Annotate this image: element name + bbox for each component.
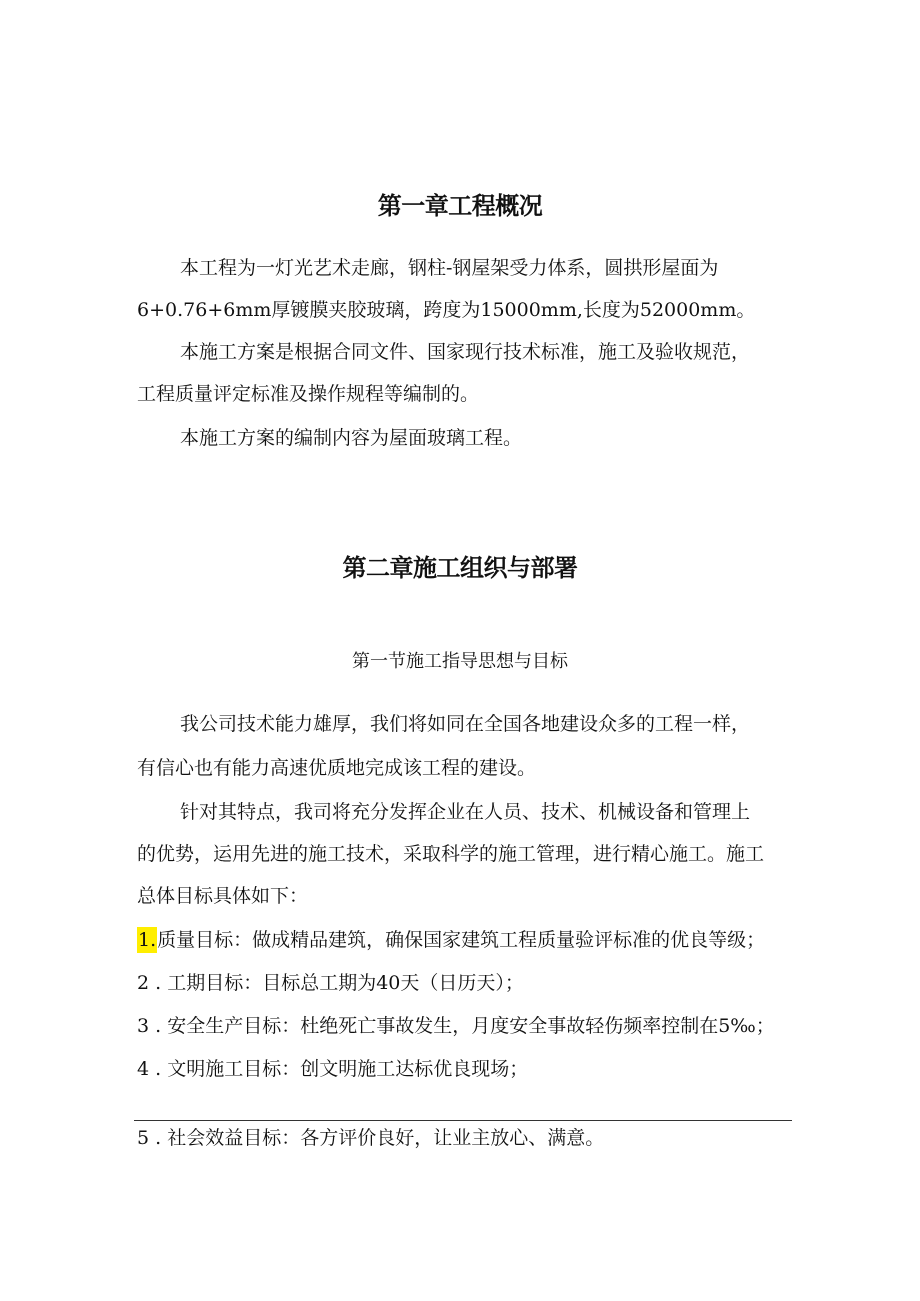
goal-3-number: 3 . bbox=[137, 1015, 162, 1037]
chapter-2-paragraph-2-line-1: 针对其特点，我司将充分发挥企业在人员、技术、机械设备和管理上 bbox=[180, 801, 751, 823]
goal-4-number: 4 . bbox=[137, 1058, 162, 1080]
goal-2-text: 工期目标：目标总工期为40天（日历天）； bbox=[167, 972, 524, 994]
goal-item-4 bbox=[137, 1057, 528, 1081]
goal-item-3 bbox=[137, 1014, 775, 1038]
chapter-2-paragraph-2-line-3: 总体目标具体如下： bbox=[137, 885, 309, 907]
goal-item-2 bbox=[137, 971, 524, 995]
goal-1-text: 质量目标：做成精品建筑，确保国家建筑工程质量验评标准的优良等级； bbox=[157, 929, 766, 951]
section-1-title: 第一节施工指导思想与目标 bbox=[352, 651, 568, 672]
chapter-2-paragraph-1-line-2: 有信心也有能力高速优质地完成该工程的建设。 bbox=[137, 757, 537, 779]
goal-item-1 bbox=[137, 928, 765, 952]
goal-1-number-highlight: 1. bbox=[138, 929, 157, 951]
chapter-2-title: 第二章施工组织与部署 bbox=[342, 554, 578, 582]
goal-5-number: 5 . bbox=[137, 1127, 162, 1149]
chapter-1-paragraph-1-line-1: 本工程为一灯光艺术走廊，钢柱-钢屋架受力体系，圆拱形屋面为 bbox=[180, 257, 719, 279]
chapter-1-paragraph-2-line-1: 本施工方案是根据合同文件、国家现行技术标准，施工及验收规范， bbox=[180, 341, 751, 363]
chapter-1-paragraph-3-line-1: 本施工方案的编制内容为屋面玻璃工程。 bbox=[180, 427, 523, 449]
goal-5-text: 社会效益目标：各方评价良好，让业主放心、满意。 bbox=[167, 1127, 605, 1149]
goal-item-5 bbox=[137, 1126, 604, 1150]
goal-2-number: 2 . bbox=[137, 972, 162, 994]
goal-4-text: 文明施工目标：创文明施工达标优良现场； bbox=[167, 1058, 529, 1080]
chapter-1-title: 第一章工程概况 bbox=[377, 192, 543, 220]
chapter-2-paragraph-2-line-2: 的优势，运用先进的施工技术，采取科学的施工管理，进行精心施工。施工 bbox=[137, 843, 765, 865]
chapter-1-paragraph-2-line-2: 工程质量评定标准及操作规程等编制的。 bbox=[137, 383, 480, 405]
horizontal-divider bbox=[134, 1120, 792, 1121]
chapter-1-paragraph-1-line-2: 6+0.76+6mm厚镀膜夹胶玻璃，跨度为15000mm,长度为52000mm。 bbox=[137, 299, 756, 321]
goal-3-text: 安全生产目标：杜绝死亡事故发生，月度安全事故轻伤频率控制在5‰； bbox=[167, 1015, 775, 1037]
chapter-2-paragraph-1-line-1: 我公司技术能力雄厚，我们将如同在全国各地建设众多的工程一样， bbox=[180, 713, 751, 735]
